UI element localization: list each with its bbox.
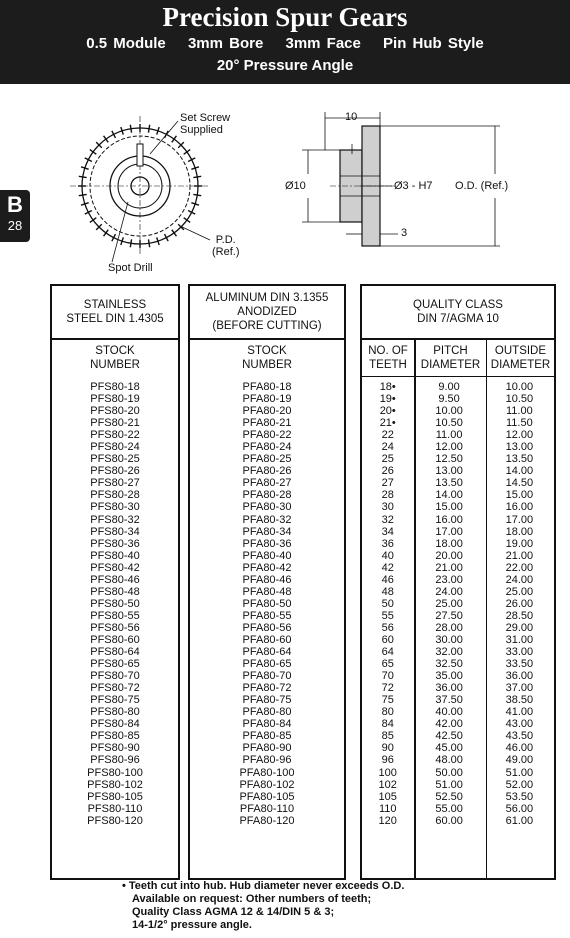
outside-diameter-cell: 43.00 (505, 718, 534, 731)
aluminum-stock-number: PFA80-18 (242, 381, 292, 393)
outside-diameter-cell: 43.50 (505, 730, 534, 743)
aluminum-stock-number: PFA80-40 (242, 549, 292, 562)
aluminum-header (190, 286, 344, 340)
teeth-cell: 102 (378, 778, 397, 791)
bore-spec: 3mm Bore (187, 35, 264, 52)
stainless-title: STAINLESS (83, 299, 147, 311)
aluminum-stock-number: PFA80-27 (242, 477, 292, 490)
outside-diameter-cell: 10.00 (505, 381, 534, 393)
table-row (362, 706, 554, 718)
stainless-stock-number: PFS80-55 (90, 609, 140, 622)
table-row (362, 562, 554, 574)
pitch-diameter-cell: 42.50 (435, 730, 463, 743)
outside-diameter-cell: 31.00 (505, 633, 534, 646)
stainless-stock-number: PFS80-96 (90, 754, 140, 767)
outside-diameter-cell: 25.00 (505, 585, 534, 598)
outside-diameter-cell: 61.00 (505, 814, 534, 827)
aluminum-stock-number: PFA80-32 (242, 513, 292, 526)
teeth-cell: 105 (378, 790, 397, 803)
teeth-cell: 48 (381, 585, 394, 598)
teeth-cell: 32 (381, 513, 394, 526)
stainless-stock-number: PFS80-36 (90, 537, 140, 550)
quality-title: QUALITY CLASS (413, 299, 503, 311)
table-row (362, 791, 554, 803)
outside-diameter-cell: 13.50 (505, 453, 534, 466)
teeth-cell: 120 (378, 814, 397, 827)
teeth-cell: 60 (381, 633, 394, 646)
aluminum-stock-number: PFA80-102 (239, 778, 295, 791)
teeth-label-2: TEETH (369, 359, 407, 371)
table-row (362, 574, 554, 586)
stainless-stock-number: PFS80-30 (90, 501, 140, 514)
outside-diameter-cell: 19.00 (505, 537, 534, 550)
table-row (362, 779, 554, 791)
pitch-diameter-cell: 27.50 (435, 609, 463, 622)
pitch-diameter-cell: 12.00 (435, 441, 463, 454)
footnote-available: Available on request: Other numbers of teeth; (132, 893, 372, 905)
pitch-diameter-cell: 52.50 (435, 790, 463, 803)
footnote-quality: Quality Class AGMA 12 & 14/DIN 5 & 3; (132, 906, 335, 918)
spot-drill-label: Spot Drill (108, 262, 153, 274)
aluminum-table (188, 284, 346, 880)
pd-text: P.D. (215, 234, 236, 246)
pitch-label-2: DIAMETER (420, 359, 481, 371)
teeth-cell: 27 (381, 477, 394, 490)
aluminum-stock-number: PFA80-36 (242, 537, 292, 550)
teeth-cell: 18• (379, 381, 396, 393)
teeth-cell: 90 (381, 742, 394, 755)
stainless-stock-number: PFS80-85 (90, 730, 140, 743)
teeth-cell: 100 (378, 766, 397, 779)
stainless-stock-number: PFS80-18 (90, 381, 140, 393)
table-row (362, 586, 554, 598)
aluminum-stock-number: PFA80-70 (242, 670, 292, 683)
outside-diameter-cell: 22.00 (505, 561, 534, 574)
aluminum-stock-number: PFA80-20 (242, 405, 292, 418)
pitch-diameter-cell: 28.00 (435, 621, 463, 634)
aluminum-stock-number: PFA80-84 (242, 718, 292, 731)
stainless-stock-number: PFS80-27 (90, 477, 140, 490)
outside-diameter-cell: 38.50 (505, 694, 534, 707)
teeth-cell: 42 (381, 561, 394, 574)
pitch-diameter-cell: 51.00 (435, 778, 463, 791)
outside-diameter-cell: 11.50 (506, 417, 533, 430)
stainless-table (50, 284, 180, 880)
teeth-cell: 24 (381, 441, 394, 454)
table-row (362, 767, 554, 779)
set-screw-label (180, 112, 230, 136)
stainless-stock-number: PFS80-105 (87, 790, 143, 803)
teeth-cell: 25 (381, 453, 394, 466)
stainless-stock-number: PFS80-46 (90, 573, 140, 586)
teeth-cell: 30 (381, 501, 394, 514)
table-row (362, 610, 554, 622)
teeth-cell: 55 (381, 609, 394, 622)
footnotes (122, 880, 404, 932)
aluminum-note: (BEFORE CUTTING) (212, 320, 322, 332)
pitch-diameter-cell: 9.50 (438, 393, 460, 406)
aluminum-stock-number: PFA80-34 (242, 525, 292, 538)
set-screw-text: Set Screw (180, 112, 231, 124)
pitch-diameter-cell: 40.00 (435, 706, 463, 719)
pitch-diameter-cell: 23.00 (435, 573, 463, 586)
pitch-diameter-cell: 60.00 (435, 814, 463, 827)
aluminum-stock-number: PFA80-100 (239, 766, 295, 779)
aluminum-finish: ANODIZED (237, 306, 297, 318)
outside-diameter-cell: 41.00 (505, 706, 534, 719)
table-row (362, 550, 554, 562)
teeth-cell: 75 (381, 694, 394, 707)
table-row (362, 417, 554, 429)
aluminum-stock-number: PFA80-24 (242, 441, 292, 454)
page-number: 28 (7, 218, 23, 233)
aluminum-stock-number: PFA80-65 (242, 658, 292, 671)
pitch-diameter-cell: 25.00 (435, 597, 463, 610)
table-row (362, 730, 554, 742)
outside-diameter-cell: 33.00 (505, 646, 534, 659)
pitch-diameter-cell: 20.00 (435, 549, 463, 562)
table-row (362, 682, 554, 694)
pitch-diameter-cell: 35.00 (435, 670, 463, 683)
table-row (362, 670, 554, 682)
stainless-stock-number: PFS80-40 (90, 549, 140, 562)
table-row (362, 658, 554, 670)
teeth-cell: 46 (381, 573, 394, 586)
table-row (362, 441, 554, 453)
table-row (362, 803, 554, 815)
pitch-diameter-cell: 48.00 (435, 754, 463, 767)
stainless-stock-number: PFS80-72 (90, 682, 140, 695)
pitch-diameter-cell: 15.00 (435, 501, 463, 514)
aluminum-stock-number: PFA80-22 (242, 429, 292, 442)
outside-diameter-cell: 37.00 (505, 682, 534, 695)
aluminum-stock-number: PFA80-64 (242, 646, 292, 659)
od-label-2: DIAMETER (490, 359, 551, 371)
outside-diameter-cell: 24.00 (505, 573, 534, 586)
pressure-angle-spec: 20° Pressure Angle (216, 57, 354, 74)
stock-label: STOCK (95, 345, 135, 357)
od-dimension: O.D. (Ref.) (455, 180, 509, 192)
stainless-din: STEEL DIN 1.4305 (66, 313, 164, 325)
module-spec: 0.5 Module (86, 35, 166, 52)
table-row (362, 718, 554, 730)
teeth-cell: 96 (381, 754, 394, 767)
footnote-pressure: 14-1/2° pressure angle. (132, 919, 252, 931)
stainless-stock-number: PFS80-64 (90, 646, 140, 659)
teeth-cell: 20• (379, 405, 396, 418)
od-column-header (487, 340, 554, 377)
pd-label (212, 234, 240, 258)
table-row (362, 489, 554, 501)
teeth-cell: 85 (381, 730, 394, 743)
table-row (362, 742, 554, 754)
outside-diameter-cell: 26.00 (505, 597, 534, 610)
teeth-cell: 56 (381, 621, 394, 634)
teeth-cell: 70 (381, 670, 394, 683)
outside-diameter-cell: 12.00 (505, 429, 534, 442)
style-spec: Pin Hub Style (383, 35, 484, 52)
aluminum-stock-number: PFA80-96 (242, 754, 292, 767)
aluminum-stock-number: PFA80-48 (242, 585, 292, 598)
pd-ref-text: (Ref.) (212, 246, 240, 258)
stainless-stock-number: PFS80-48 (90, 585, 140, 598)
stainless-stock-number: PFS80-32 (90, 513, 140, 526)
pitch-diameter-cell: 32.50 (435, 658, 463, 671)
outside-diameter-cell: 46.00 (505, 742, 534, 755)
table-row (362, 453, 554, 465)
teeth-column-header (362, 340, 414, 377)
table-row (362, 514, 554, 526)
teeth-cell: 26 (381, 465, 394, 478)
table-row (362, 694, 554, 706)
stainless-stock-number: PFS80-22 (90, 429, 140, 442)
spec-line (0, 35, 570, 52)
stock-label: STOCK (247, 345, 287, 357)
table-row (362, 634, 554, 646)
table-row (362, 754, 554, 766)
face-width-dimension: 10 (345, 111, 358, 123)
outside-diameter-cell: 36.00 (505, 670, 534, 683)
stainless-stock-number: PFS80-26 (90, 465, 140, 478)
quality-table (360, 284, 556, 880)
supplied-text: Supplied (180, 124, 223, 136)
teeth-cell: 22 (381, 429, 394, 442)
stainless-stock-number: PFS80-21 (90, 417, 140, 430)
aluminum-stock-number: PFA80-85 (242, 730, 292, 743)
table-row (362, 501, 554, 513)
outside-diameter-cell: 33.50 (505, 658, 534, 671)
pitch-diameter-cell: 18.00 (435, 537, 463, 550)
table-row (362, 429, 554, 441)
teeth-cell: 21• (379, 417, 396, 430)
teeth-cell: 50 (381, 597, 394, 610)
pitch-diameter-cell: 17.00 (435, 525, 463, 538)
aluminum-list (190, 381, 344, 827)
pitch-diameter-cell: 45.00 (435, 742, 463, 755)
pitch-diameter-cell: 14.00 (435, 489, 463, 502)
hub-diameter-dimension: Ø10 (285, 180, 306, 192)
teeth-cell: 80 (381, 706, 394, 719)
gear-front-view-icon (70, 116, 210, 256)
stainless-header (52, 286, 178, 340)
teeth-cell: 19• (379, 393, 396, 406)
pitch-diameter-cell: 10.50 (435, 417, 463, 430)
stainless-stock-number: PFS80-56 (90, 621, 140, 634)
aluminum-stock-number: PFA80-46 (242, 573, 292, 586)
table-row (362, 393, 554, 405)
outside-diameter-cell: 51.00 (505, 766, 534, 779)
stainless-stock-number: PFS80-28 (90, 489, 140, 502)
outside-diameter-cell: 49.00 (505, 754, 534, 767)
od-label-1: OUTSIDE (494, 345, 547, 357)
aluminum-stock-number: PFA80-80 (242, 706, 292, 719)
aluminum-stock-number: PFA80-72 (242, 682, 292, 695)
outside-diameter-cell: 52.00 (505, 778, 534, 791)
outside-diameter-cell: 14.50 (505, 477, 534, 490)
table-row (362, 465, 554, 477)
teeth-cell: 40 (381, 549, 394, 562)
page-header (0, 0, 570, 84)
aluminum-stock-number: PFA80-25 (242, 453, 292, 466)
stainless-stock-number: PFS80-102 (87, 778, 143, 791)
teeth-cell: 34 (381, 525, 394, 538)
teeth-cell: 84 (381, 718, 394, 731)
stainless-stock-number: PFS80-110 (87, 802, 143, 815)
table-row (362, 477, 554, 489)
table-row (362, 538, 554, 550)
stainless-stock-number: PFS80-84 (90, 718, 140, 731)
outside-diameter-cell: 29.00 (505, 621, 534, 634)
stainless-stock-number: PFS80-34 (90, 525, 140, 538)
stainless-stock-number: PFS80-80 (90, 706, 140, 719)
aluminum-stock-number: PFA80-75 (242, 694, 292, 707)
aluminum-stock-number: PFA80-56 (242, 621, 292, 634)
outside-diameter-cell: 17.00 (505, 513, 534, 526)
outside-diameter-cell: 28.50 (505, 609, 534, 622)
aluminum-stock-number: PFA80-42 (242, 561, 292, 574)
pitch-label-1: PITCH (433, 345, 468, 357)
teeth-cell: 72 (381, 682, 394, 695)
teeth-cell: 110 (378, 802, 397, 815)
pitch-diameter-cell: 42.00 (435, 718, 463, 731)
bore-dimension: Ø3 - H7 (394, 180, 433, 192)
pitch-diameter-cell: 36.00 (435, 682, 463, 695)
stainless-stock-number: PFS80-42 (90, 561, 140, 574)
outside-diameter-cell: 15.00 (505, 489, 534, 502)
stainless-column-header (52, 340, 178, 376)
teeth-cell: 65 (381, 658, 394, 671)
aluminum-stock-number: PFA80-105 (239, 790, 295, 803)
footnote-hub: • Teeth cut into hub. Hub diameter never exceeds O.D. (122, 880, 405, 892)
quality-din: DIN 7/AGMA 10 (417, 313, 499, 325)
stainless-list (52, 381, 178, 827)
section-letter: B (7, 192, 23, 217)
pitch-diameter-cell: 13.00 (435, 465, 463, 478)
pitch-diameter-cell: 32.00 (435, 646, 463, 659)
table-row (362, 646, 554, 658)
aluminum-stock-number: PFA80-90 (242, 742, 292, 755)
aluminum-title: ALUMINUM DIN 3.1355 (205, 292, 329, 304)
teeth-cell: 36 (381, 537, 394, 550)
stainless-stock-number: PFS80-20 (90, 405, 140, 418)
pitch-diameter-cell: 10.00 (435, 405, 463, 418)
aluminum-stock-number: PFA80-19 (242, 393, 292, 406)
pitch-diameter-cell: 16.00 (435, 513, 463, 526)
table-row (362, 381, 554, 393)
outside-diameter-cell: 16.00 (505, 501, 534, 514)
stainless-stock-number: PFS80-60 (90, 633, 140, 646)
outside-diameter-cell: 56.00 (505, 802, 534, 815)
outside-diameter-cell: 14.00 (505, 465, 534, 478)
face-spec: 3mm Face (285, 35, 361, 52)
quality-list (362, 381, 554, 827)
pitch-diameter-cell: 37.50 (435, 694, 463, 707)
aluminum-stock-number: PFA80-21 (242, 417, 292, 430)
stainless-stock-number: PFS80-75 (90, 694, 140, 707)
pitch-diameter-cell: 11.00 (435, 429, 463, 442)
page-title: Precision Spur Gears (162, 2, 408, 32)
table-row (362, 622, 554, 634)
outside-diameter-cell: 13.00 (505, 441, 534, 454)
teeth-cell: 28 (381, 489, 394, 502)
aluminum-column-header (190, 340, 344, 376)
teeth-label-1: NO. OF (368, 345, 408, 357)
table-row (362, 598, 554, 610)
stainless-stock-number: PFS80-24 (90, 441, 140, 454)
stainless-stock-number: PFS80-65 (90, 658, 140, 671)
pitch-diameter-cell: 13.50 (435, 477, 463, 490)
outside-diameter-cell: 21.00 (505, 549, 534, 562)
table-row (362, 815, 554, 827)
aluminum-stock-number: PFA80-50 (242, 597, 292, 610)
pitch-diameter-cell: 30.00 (435, 633, 463, 646)
pitch-diameter-cell: 12.50 (435, 453, 463, 466)
teeth-cell: 64 (381, 646, 394, 659)
outside-diameter-cell: 10.50 (505, 393, 534, 406)
number-label: NUMBER (90, 359, 140, 371)
pitch-diameter-cell: 50.00 (435, 766, 463, 779)
aluminum-stock-number: PFA80-120 (239, 814, 295, 827)
aluminum-stock-number: PFA80-28 (242, 489, 292, 502)
table-row (362, 526, 554, 538)
aluminum-stock-number: PFA80-26 (242, 465, 292, 478)
stainless-stock-number: PFS80-25 (90, 453, 140, 466)
stainless-stock-number: PFS80-50 (90, 597, 140, 610)
face-dimension: 3 (401, 227, 408, 239)
outside-diameter-cell: 18.00 (505, 525, 534, 538)
pitch-column-header (416, 340, 486, 377)
stainless-stock-number: PFS80-19 (90, 393, 140, 406)
pitch-diameter-cell: 24.00 (435, 585, 463, 598)
table-row (362, 405, 554, 417)
pitch-diameter-cell: 55.00 (435, 802, 463, 815)
outside-diameter-cell: 11.00 (506, 405, 533, 418)
quality-header (362, 286, 554, 340)
aluminum-stock-number: PFA80-55 (242, 609, 292, 622)
number-label: NUMBER (242, 359, 292, 371)
aluminum-stock-number: PFA80-60 (242, 633, 292, 646)
outside-diameter-cell: 53.50 (505, 790, 534, 803)
aluminum-stock-number: PFA80-30 (242, 501, 292, 514)
stainless-stock-number: PFS80-70 (90, 670, 140, 683)
pitch-diameter-cell: 21.00 (435, 561, 463, 574)
pitch-diameter-cell: 9.00 (438, 381, 460, 393)
aluminum-stock-number: PFA80-110 (239, 802, 295, 815)
stainless-stock-number: PFS80-100 (87, 766, 143, 779)
stainless-stock-number: PFS80-90 (90, 742, 140, 755)
stainless-stock-number: PFS80-120 (87, 814, 143, 827)
